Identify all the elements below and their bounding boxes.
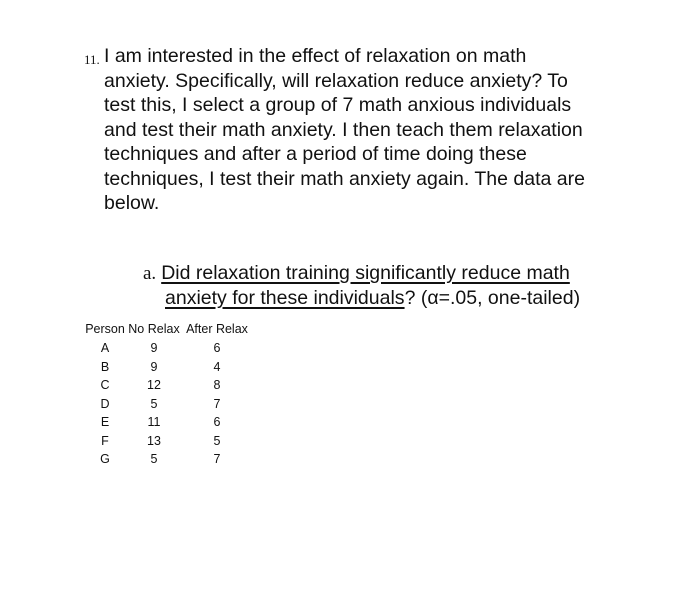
- cell-after-relax: 8: [213, 378, 221, 393]
- cell-no-relax: 12: [147, 378, 161, 393]
- subquestion-line-1: [143, 262, 570, 284]
- cell-after-relax: 4: [213, 359, 221, 374]
- column-header-after-relax: After Relax: [186, 321, 248, 336]
- table-row: [82, 432, 254, 451]
- subquestion-underlined-text: anxiety for these individuals: [165, 287, 405, 309]
- table-row: [82, 395, 254, 414]
- cell-after-relax: 5: [213, 433, 221, 448]
- subquestion-a: [143, 261, 663, 311]
- table-row: [82, 413, 254, 432]
- cell-person: F: [101, 433, 109, 448]
- question-line: below.: [104, 192, 160, 214]
- column-header-person: Person: [85, 321, 125, 336]
- table-row: [82, 376, 254, 395]
- cell-person: E: [100, 415, 110, 430]
- cell-no-relax: 9: [150, 359, 158, 374]
- question-line: I am interested in the effect of relaxation on math: [104, 45, 527, 67]
- cell-no-relax: 11: [147, 415, 161, 430]
- cell-after-relax: 7: [213, 396, 221, 411]
- cell-person: C: [100, 378, 110, 393]
- cell-no-relax: 9: [150, 341, 158, 356]
- question-number: 11.: [84, 52, 100, 67]
- question-line: techniques and after a period of time doing these: [104, 143, 527, 165]
- data-table: [82, 318, 254, 469]
- subquestion-underlined-text: Did relaxation training significantly reduce math: [161, 262, 570, 284]
- table-header-row: [82, 318, 254, 339]
- cell-person: D: [100, 396, 110, 411]
- column-header-no-relax: No Relax: [128, 321, 180, 336]
- table-row: [82, 339, 254, 358]
- table-row: [82, 450, 254, 469]
- cell-person: G: [100, 452, 110, 467]
- cell-person: A: [100, 341, 110, 356]
- cell-no-relax: 13: [147, 433, 161, 448]
- cell-after-relax: 6: [213, 415, 221, 430]
- cell-no-relax: 5: [150, 396, 158, 411]
- question-line: anxiety. Specifically, will relaxation reduce anxiety? To: [104, 69, 568, 92]
- question-line: techniques, I test their math anxiety again. The data are: [104, 167, 585, 190]
- cell-person: B: [100, 359, 110, 374]
- question-line: test this, I select a group of 7 math anxious individuals: [104, 94, 572, 116]
- question-text: [104, 44, 644, 216]
- cell-after-relax: 7: [213, 452, 221, 467]
- subquestion-line-2: [143, 286, 663, 311]
- question-line: and test their math anxiety. I then teach them relaxation: [104, 118, 583, 141]
- cell-no-relax: 5: [150, 452, 158, 467]
- table-row: [82, 358, 254, 377]
- subquestion-suffix: ? (α=.05, one-tailed): [404, 287, 581, 309]
- cell-after-relax: 6: [213, 341, 221, 356]
- subquestion-letter: a.: [143, 263, 157, 284]
